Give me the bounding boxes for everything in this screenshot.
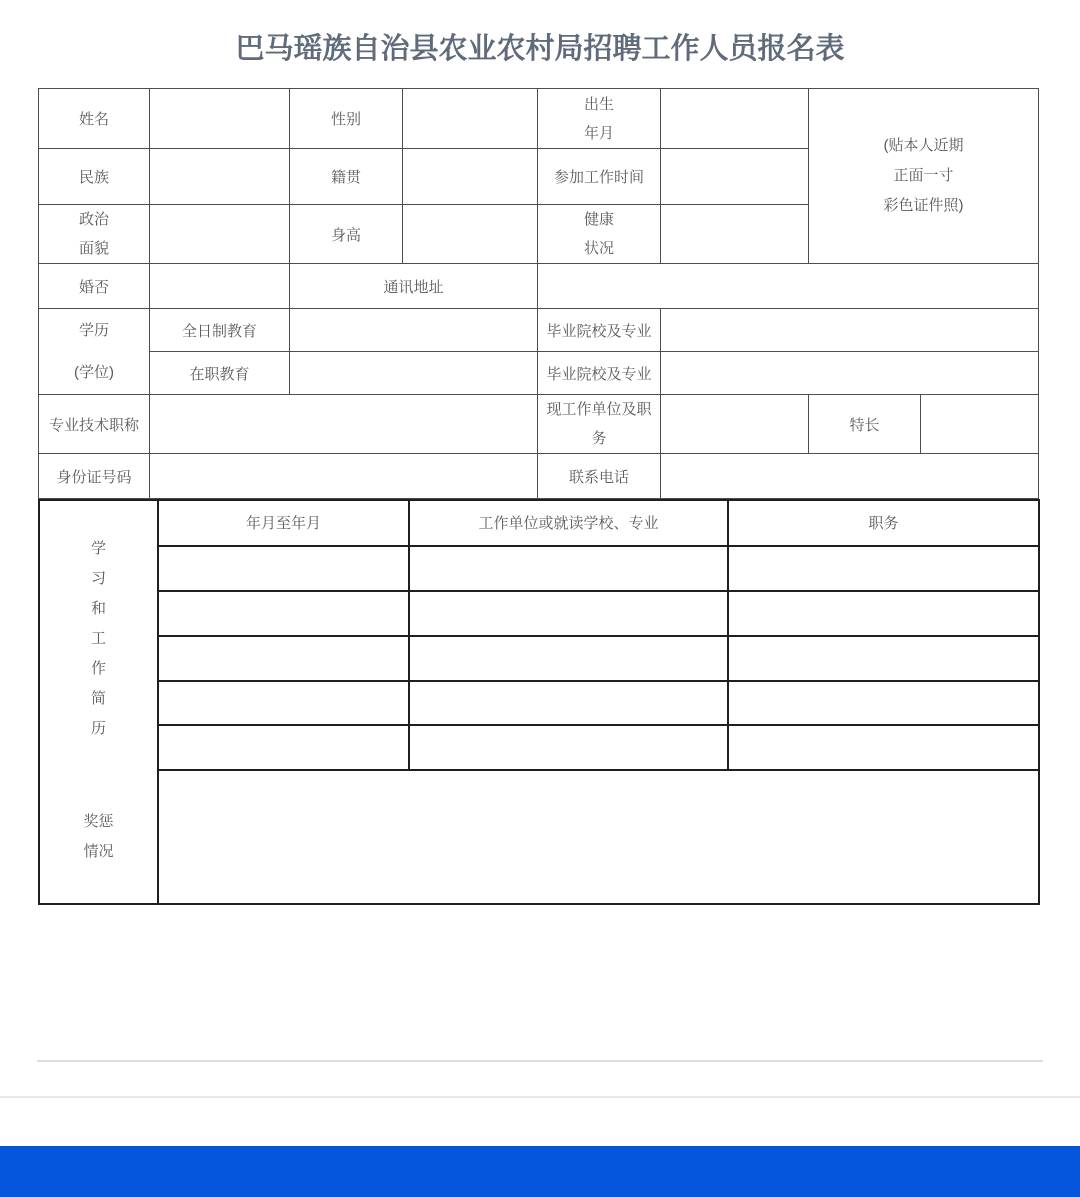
resume-blank-row xyxy=(39,681,1039,726)
table-row xyxy=(39,264,1039,309)
field-value-work-start-time xyxy=(661,149,809,205)
resume-blank-row xyxy=(39,636,1039,681)
field-label-ethnicity: 民族 xyxy=(39,149,150,205)
resume-cell-unit-school xyxy=(409,725,728,770)
field-label-height: 身高 xyxy=(290,205,403,264)
field-label-political-status: 政治 面貌 xyxy=(39,205,150,264)
field-label-native-place: 籍贯 xyxy=(290,149,403,205)
field-value-ethnicity xyxy=(150,149,290,205)
field-label-health: 健康 状况 xyxy=(538,205,661,264)
field-value-political-status xyxy=(150,205,290,264)
field-label-on-job-education: 在职教育 xyxy=(150,352,290,395)
photo-placeholder: (贴本人近期 正面一寸 彩色证件照) xyxy=(809,89,1039,264)
field-label-full-time-education: 全日制教育 xyxy=(150,309,290,352)
resume-awards-side-column xyxy=(39,500,158,904)
resume-table xyxy=(38,499,1040,905)
resume-blank-row xyxy=(39,725,1039,770)
resume-cell-position xyxy=(728,636,1039,681)
field-value-on-job-education xyxy=(290,352,538,395)
form-table-area xyxy=(38,88,1038,905)
table-row xyxy=(39,89,1039,149)
page-title: 巴马瑶族自治县农业农村局招聘工作人员报名表 xyxy=(235,33,845,65)
resume-cell-unit-school xyxy=(409,636,728,681)
resume-cell-position xyxy=(728,591,1039,636)
field-value-marital-status xyxy=(150,264,290,309)
field-label-specialty: 特长 xyxy=(809,395,921,454)
resume-cell-position xyxy=(728,681,1039,726)
resume-blank-row xyxy=(39,591,1039,636)
field-label-name: 姓名 xyxy=(39,89,150,149)
field-value-current-work-unit xyxy=(661,395,809,454)
table-row xyxy=(39,352,1039,395)
field-value-professional-title xyxy=(150,395,538,454)
field-value-graduate-school-major-1 xyxy=(661,309,1039,352)
resume-cell-period xyxy=(158,546,409,591)
resume-header-unit-school: 工作单位或就读学校、专业 xyxy=(409,500,728,546)
divider-line-lower xyxy=(0,1096,1080,1098)
field-value-gender xyxy=(403,89,538,149)
field-value-specialty xyxy=(921,395,1039,454)
resume-side-label: 学 习 和 工 作 简 历 xyxy=(90,540,106,737)
field-label-id-card-number: 身份证号码 xyxy=(39,454,150,499)
awards-value-cell xyxy=(158,770,1039,904)
field-value-native-place xyxy=(403,149,538,205)
table-row xyxy=(39,454,1039,499)
field-value-birth-date xyxy=(661,89,809,149)
table-row xyxy=(39,309,1039,352)
resume-cell-position xyxy=(728,725,1039,770)
resume-cell-unit-school xyxy=(409,681,728,726)
field-value-height xyxy=(403,205,538,264)
resume-blank-row xyxy=(39,546,1039,591)
field-value-full-time-education xyxy=(290,309,538,352)
resume-cell-unit-school xyxy=(409,546,728,591)
awards-row xyxy=(39,770,1039,904)
field-label-education: 学历 (学位) xyxy=(39,309,150,395)
field-value-id-card-number xyxy=(150,454,538,499)
resume-cell-period xyxy=(158,636,409,681)
awards-side-label: 奖惩 情况 xyxy=(83,813,114,860)
resume-cell-position xyxy=(728,546,1039,591)
field-label-birth-date: 出生 年月 xyxy=(538,89,661,149)
field-value-mailing-address xyxy=(538,264,1039,309)
field-label-marital-status: 婚否 xyxy=(39,264,150,309)
field-label-contact-phone: 联系电话 xyxy=(538,454,661,499)
field-value-name xyxy=(150,89,290,149)
resume-cell-period xyxy=(158,591,409,636)
resume-header-period: 年月至年月 xyxy=(158,500,409,546)
resume-header-position: 职务 xyxy=(728,500,1039,546)
divider-line-upper xyxy=(37,1060,1043,1062)
field-value-contact-phone xyxy=(661,454,1039,499)
table-row xyxy=(39,500,1039,546)
resume-cell-unit-school xyxy=(409,591,728,636)
field-label-gender: 性别 xyxy=(290,89,403,149)
field-label-graduate-school-major-1: 毕业院校及专业 xyxy=(538,309,661,352)
resume-cell-period xyxy=(158,725,409,770)
field-label-current-work-unit: 现工作单位及职 务 xyxy=(538,395,661,454)
personal-info-table xyxy=(38,88,1039,499)
field-value-health xyxy=(661,205,809,264)
footer-accent-bar xyxy=(0,1146,1080,1197)
field-label-graduate-school-major-2: 毕业院校及专业 xyxy=(538,352,661,395)
field-label-mailing-address: 通讯地址 xyxy=(290,264,538,309)
field-label-work-start-time: 参加工作时间 xyxy=(538,149,661,205)
table-row xyxy=(39,395,1039,454)
field-value-graduate-school-major-2 xyxy=(661,352,1039,395)
resume-cell-period xyxy=(158,681,409,726)
field-label-professional-title: 专业技术职称 xyxy=(39,395,150,454)
